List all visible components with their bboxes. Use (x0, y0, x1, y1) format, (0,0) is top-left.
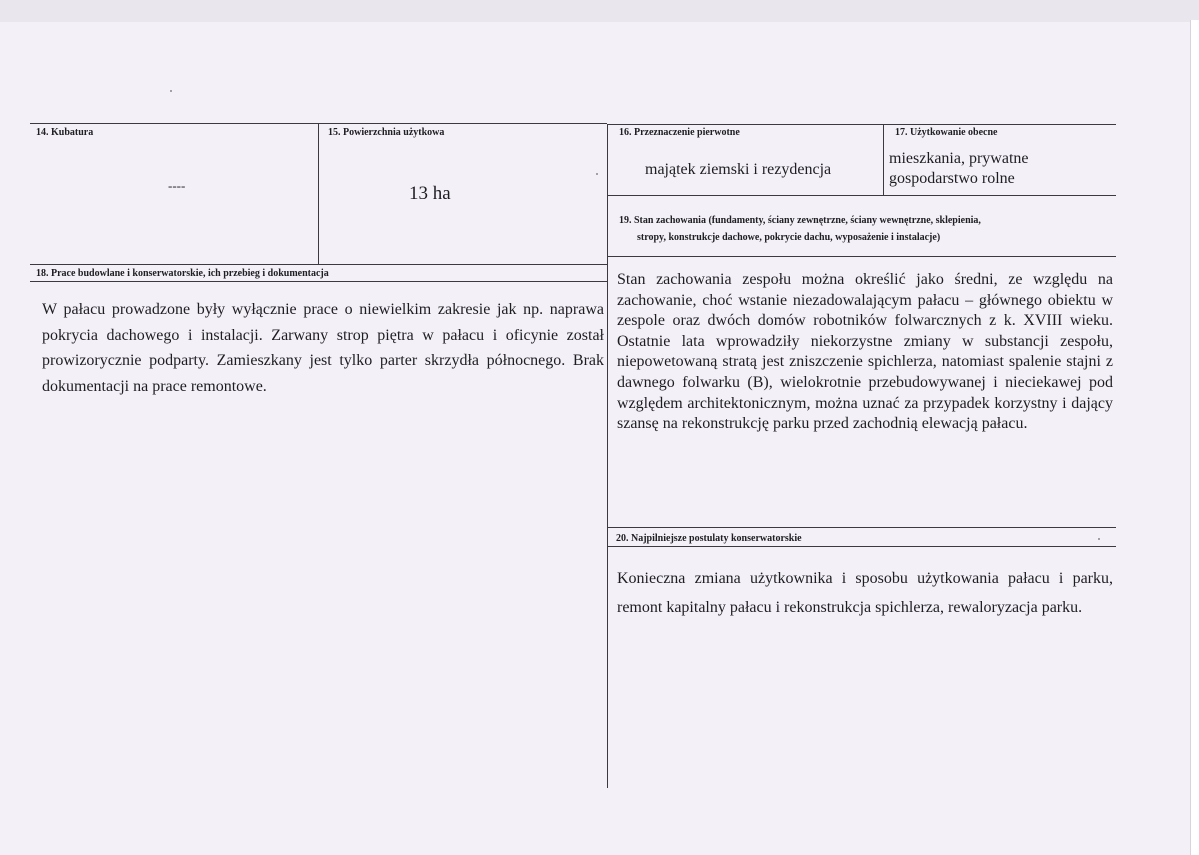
line-under-19-label (607, 256, 1116, 257)
field-20-text: Konieczna zmiana użytkownika i sposobu użytkowania pałacu i parku, remont kapitalny pałacu i rekonstrukcja spichlerza, rewaloryzacja parku. (617, 570, 1113, 616)
field-18-text: W pałacu prowadzone były wyłącznie prace o niewielkim zakresie jak np. naprawa pokrycia dachowego i instalacji. Zarwany strop piętra w pałacu i oficynie został prowizorycznie podparty. Zamieszkany jest tylko parter skrzydła północnego. Brak dokumentacji na prace remontowe. (42, 301, 604, 395)
line-above-20 (607, 527, 1116, 528)
field-17-label: 17. Użytkowanie obecne (895, 127, 998, 138)
field-19-label-line1: 19. Stan zachowania (fundamenty, ściany zewnętrzne, ściany wewnętrzne, sklepienia, (619, 215, 981, 226)
center-divider (607, 124, 608, 788)
scan-speck (1098, 538, 1100, 540)
field-19-label-line2: stropy, konstrukcje dachowe, pokrycie dachu, wyposażenie i instalacje) (637, 232, 941, 243)
field-15-label: 15. Powierzchnia użytkowa (328, 127, 445, 138)
field-16-label: 16. Przeznaczenie pierwotne (619, 127, 740, 138)
field-14-label: 14. Kubatura (36, 127, 94, 138)
table-top-line-right (607, 124, 1116, 125)
divider-14-15 (318, 123, 319, 265)
field-20-label: 20. Najpilniejsze postulaty konserwatorskie (616, 533, 802, 544)
field-19-text: Stan zachowania zespołu można określić jako średni, ze względu na zachowanie, choć wstanie niezadowalającym pałacu – głównego obiektu w zespole oraz dwóch domów robotników folwarcznych z k. XVIII wieku. Ostatnie lata wprowadziły niekorzystne zmiany w substancji zespołu, niepowetowaną stratą jest zniszczenie spichlerza, natomiast spalenie stajni z dawnego folwarku (B), wielokrotnie przebudowywanej i nieciekawej pod względem architektonicznym, można uznać za przypadek korzystny i dający szansę na rekonstrukcję parku przed zachodnią elewacją pałacu. (617, 271, 1113, 433)
scan-top-band (0, 0, 1199, 22)
line-under-18-label (30, 281, 607, 282)
field-16-value: majątek ziemski i rezydencja (645, 161, 832, 178)
field-15-value: 13 ha (409, 183, 451, 204)
scan-speck (170, 90, 172, 92)
field-18-label: 18. Prace budowlane i konserwatorskie, ich przebieg i dokumentacja (36, 268, 329, 279)
field-14-value: ---- (168, 178, 186, 193)
field-17-value-line2: gospodarstwo rolne (889, 170, 1015, 187)
line-under-16-17 (607, 195, 1116, 196)
divider-16-17 (883, 124, 884, 196)
scan-paper-edge (1190, 20, 1199, 855)
field-17-value-line1: mieszkania, prywatne (889, 150, 1029, 167)
line-under-20-label (607, 546, 1116, 547)
line-above-18 (30, 264, 607, 265)
scan-speck (596, 173, 598, 175)
